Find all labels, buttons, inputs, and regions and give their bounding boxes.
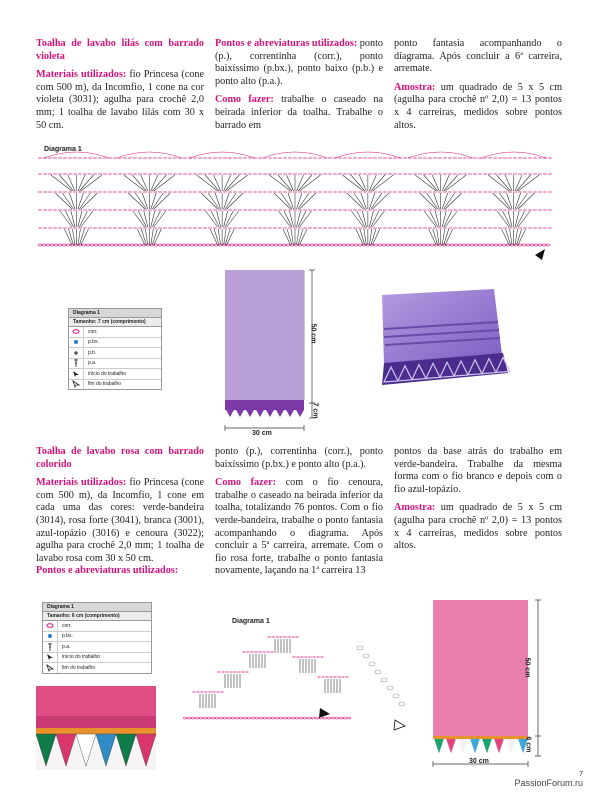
materials-paragraph-2 [36, 477, 204, 565]
materials-label: Materiais utilizados: [36, 69, 127, 81]
double-crochet-icon [43, 642, 58, 652]
legend-table-1 [68, 308, 162, 390]
legend-size-2: Tamanho: 6 cm (comprimento) [43, 612, 151, 621]
slip-stitch-icon [69, 338, 84, 348]
legend-table-2 [42, 602, 152, 674]
howto-label: Como fazer: [215, 94, 274, 106]
double-crochet-icon [69, 359, 84, 369]
howto-text: trabalhe o caseado na beirada inferior da toalha. Trabalhe o barrado em [215, 94, 383, 131]
towel-1-width-label: 30 cm [252, 430, 272, 437]
legend-row: início do trabalho [69, 369, 161, 380]
towel-2-border-label: 6 cm [524, 736, 532, 753]
towel-1-height-label: 50 cm [309, 323, 317, 344]
top-column-2 [215, 38, 383, 138]
stitches-text-2: ponto (p.), correntinha (corr.), ponto baixíssimo (p.bx.) e ponto alto (p.a.). [215, 446, 383, 470]
start-arrow-icon [69, 369, 84, 379]
sample-text-2: um quadrado de 5 x 5 cm (agulha para crochê nº 2,0) = 13 pontos x 4 carreiras, medidos sobre pontos altos. [394, 502, 562, 552]
end-arrow-icon [43, 663, 58, 673]
crochet-diagram-top [30, 150, 565, 265]
towel-2-height-label: 50 cm [523, 657, 531, 678]
slip-stitch-icon [43, 632, 58, 642]
howto-paragraph-2 [215, 477, 383, 578]
bottom-column-3 [394, 446, 562, 559]
end-arrow-icon [69, 380, 84, 390]
crochet-diagram-bottom [180, 628, 415, 733]
continuation-text: ponto fantasia acompanhando o diagrama. Após concluir a 6ª carreira, arremate. [394, 38, 562, 75]
legend-row: p.bx. [69, 338, 161, 349]
legend-title: Diagrama 1 [69, 309, 161, 318]
project-1-title: Toalha de lavabo lilás com barrado violeta [36, 38, 204, 62]
single-crochet-icon [69, 348, 84, 358]
legend-title-2: Diagrama 1 [43, 603, 151, 612]
bottom-column-1 [36, 446, 204, 584]
chain-icon [43, 621, 58, 631]
footer [514, 771, 583, 788]
legend-row: fim do trabalho [69, 380, 161, 390]
top-column-1 [36, 38, 204, 138]
legend-row: p.b. [69, 348, 161, 359]
towel-2-width-label: 30 cm [469, 758, 489, 765]
sample-label-2: Amostra: [394, 502, 436, 514]
stitches-label: Pontos e abreviaturas utilizados: [215, 38, 358, 49]
towel-1-border-label: 7 cm [311, 402, 319, 419]
sample-label: Amostra: [394, 81, 436, 93]
bottom-column-2 [215, 446, 383, 584]
howto-text-2: com o fio cenoura, trabalhe o caseado na beirada inferior da toalha, totalizando 76 pontos. Com o fio verde-bandeira, trabalhe o ponto fantasia acompanhando o diagrama. Após concluir a 5ª carreira, arremate. Com o fio rosa forte, trabalhe o ponto fantasia novamente, laçando na 1ª carreira 13 [215, 477, 383, 577]
legend-row: corr. [69, 327, 161, 338]
continuation-text-2: pontos da base atrás do trabalho em verde-bandeira. Trabalhe da mesma forma com o fio branco e depois com o fio azul-topázio. [394, 446, 562, 495]
legend-row: corr. [43, 621, 151, 632]
howto-label-2: Como fazer: [215, 477, 277, 489]
legend-row: p.a. [43, 642, 151, 653]
project-2-title: Toalha de lavabo rosa com barrado colorido [36, 446, 204, 470]
howto-paragraph [215, 94, 383, 132]
diagram-1-top-label: Diagrama 1 [44, 146, 82, 153]
diagram-1-bottom-label: Diagrama 1 [232, 618, 270, 625]
legend-row: início do trabalho [43, 653, 151, 664]
materials-paragraph [36, 69, 204, 132]
site-watermark: PassionForum.ru [514, 778, 583, 788]
photo-pink-towel [36, 686, 156, 770]
legend-row: p.bx. [43, 632, 151, 643]
sample-paragraph-2 [394, 502, 562, 552]
top-column-3 [394, 38, 562, 138]
stitches-label-2: Pontos e abreviaturas utilizados: [36, 565, 179, 577]
legend-row: fim do trabalho [43, 663, 151, 673]
chain-icon [69, 327, 84, 337]
page-number: 7 [579, 771, 583, 778]
legend-row: p.a. [69, 359, 161, 370]
materials-label-2: Materiais utilizados: [36, 477, 127, 489]
legend-size: Tamanho: 7 cm (comprimento) [69, 318, 161, 327]
photo-lilac-towel [376, 285, 516, 390]
stitches-text: ponto (p.), correntinha (corr.), ponto baixíssimo (p.bx.), ponto baixo (p.b.) e ponto alto (p.a.). [215, 38, 383, 87]
sample-paragraph [394, 82, 562, 132]
sample-text: um quadrado de 5 x 5 cm (agulha para crochê nº 2,0) = 13 pontos x 4 carreiras, medidos sobre pontos altos. [394, 81, 562, 131]
start-arrow-icon [43, 653, 58, 663]
materials-text-2: fio Princesa (cone com 500 m), da Incomfio, 1 cone em cada uma das cores: verde-bandeira (3014), rosa forte (3041), branca (3001), azul-topázio (3016) e cenoura (3022); agulha para crochê 2,0 mm; 1 toalha de lavabo rosa com 30 x 50 cm. [36, 477, 204, 564]
materials-text: fio Princesa (cone com 500 m), da Incomfio, 1 cone na cor violeta (3031); agulha para crochê 2,0 mm; 1 toalha de lavabo lilás com 30 x 50 cm. [36, 69, 204, 131]
stitches-paragraph [215, 38, 383, 88]
